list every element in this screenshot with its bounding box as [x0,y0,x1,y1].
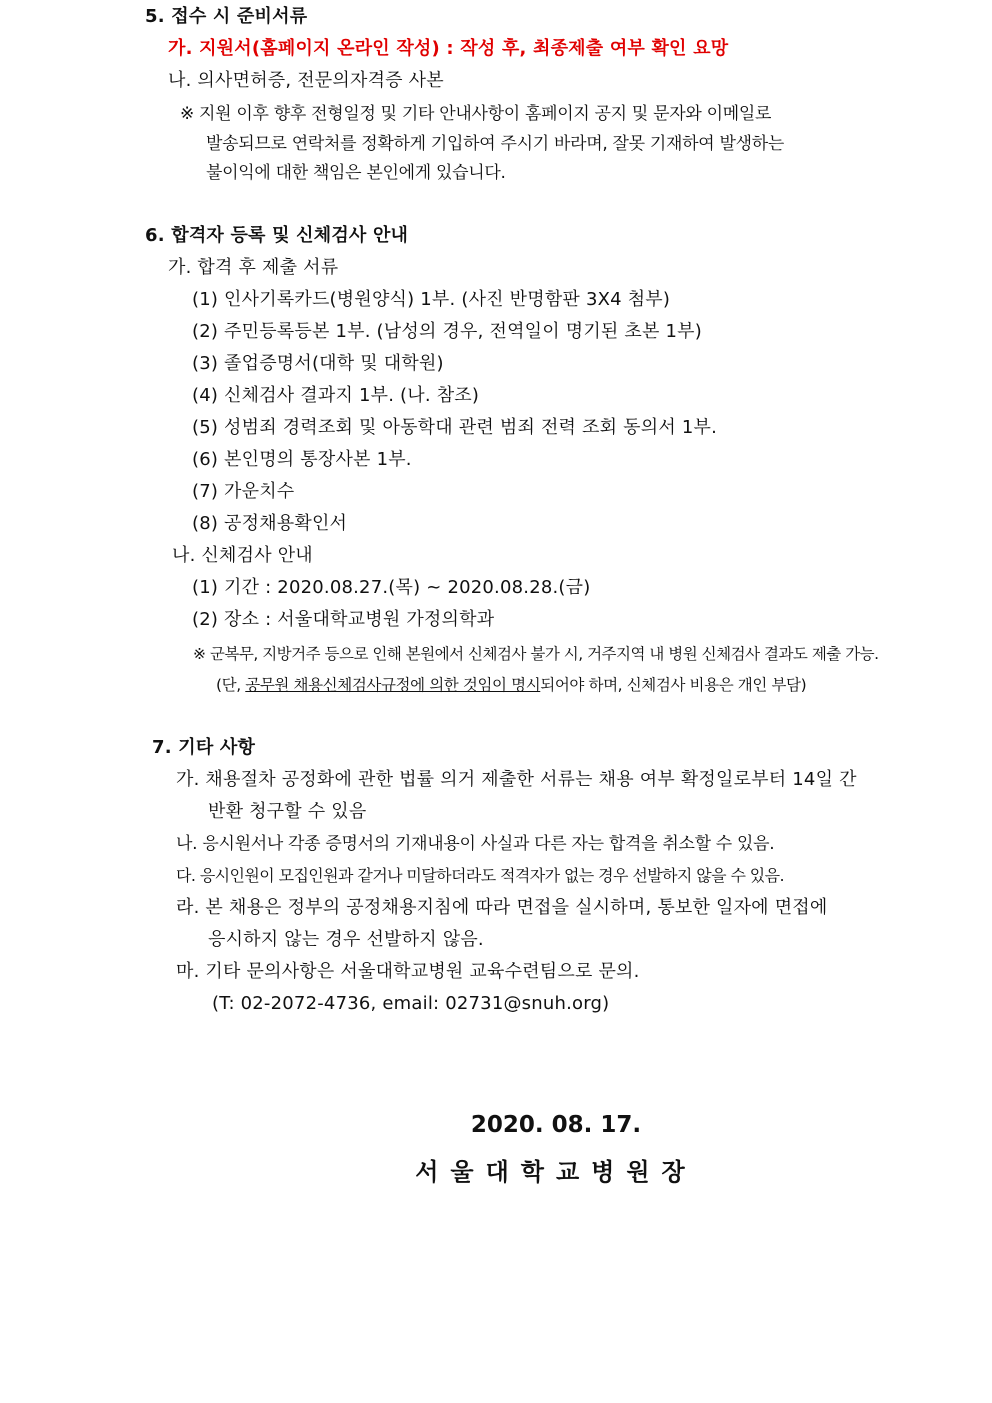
section-6-item-b: 나. 신체검사 안내 [172,545,313,566]
submission-item: (1) 인사기록카드(병원양식) 1부. (사진 반명함판 3X4 첨부) [192,289,671,310]
section-6-note-line1: ※ 군복무, 지방거주 등으로 인해 본원에서 신체검사 불가 시, 거주지역 내 병원 신체검사 결과도 제출 가능. [193,645,879,663]
section-6-note-line2 [216,673,806,697]
submission-item: (6) 본인명의 통장사본 1부. [192,449,412,470]
section-7-item-a-line1: 가. 채용절차 공정화에 관한 법률 의거 제출한 서류는 채용 여부 확정일로부터 14일 간 [176,769,857,790]
section-7-item-b: 나. 응시원서나 각종 증명서의 기재내용이 사실과 다른 자는 합격을 취소할 수 있음. [176,834,775,854]
issuer-signature: 서울대학교병원장 [415,1158,697,1186]
section-5-note-line2: 발송되므로 연락처를 정확하게 기입하여 주시기 바라며, 잘못 기재하여 발생하는 [206,134,784,154]
submission-item: (3) 졸업증명서(대학 및 대학원) [192,353,444,374]
contact-info: (T: 02-2072-4736, email: 02731@snuh.org) [212,993,610,1014]
section-7-item-d-line1: 라. 본 채용은 정부의 공정채용지침에 따라 면접을 실시하며, 통보한 일자에 면접에 [176,897,828,918]
exam-location: (2) 장소 : 서울대학교병원 가정의학과 [192,609,495,630]
submission-item: (7) 가운치수 [192,481,295,502]
section-7-item-e-line1: 마. 기타 문의사항은 서울대학교병원 교육수련팀으로 문의. [176,961,640,982]
section-5-note-line3: 불이익에 대한 책임은 본인에게 있습니다. [206,163,506,183]
submission-item: (8) 공정채용확인서 [192,513,348,534]
note-underlined-text: 공무원 채용신체검사규정에 의한 것임이 명시 [245,676,541,694]
exam-period: (1) 기간 : 2020.08.27.(목) ~ 2020.08.28.(금) [192,577,591,598]
section-7-title: 7. 기타 사항 [152,737,256,758]
submission-item: (4) 신체검사 결과지 1부. (나. 참조) [192,385,480,406]
section-7-item-d-line2: 응시하지 않는 경우 선발하지 않음. [208,929,484,950]
note-suffix: 되어야 하며, 신체검사 비용은 개인 부담) [540,676,807,694]
section-7-item-a-line2: 반환 청구할 수 있음 [208,801,367,822]
section-5-note-line1: ※ 지원 이후 향후 전형일정 및 기타 안내사항이 홈페이지 공지 및 문자와 이메일로 [180,104,772,124]
section-6-title: 6. 합격자 등록 및 신체검사 안내 [145,225,409,246]
section-5-title: 5. 접수 시 준비서류 [145,6,308,27]
note-prefix: (단, [216,676,246,694]
section-5-item-a: 가. 지원서(홈페이지 온라인 작성) : 작성 후, 최종제출 여부 확인 요망 [168,38,729,59]
section-5-item-b: 나. 의사면허증, 전문의자격증 사본 [168,70,444,91]
document-date: 2020. 08. 17. [470,1112,642,1138]
section-7-item-c: 다. 응시인원이 모집인원과 같거나 미달하더라도 적격자가 없는 경우 선발하지 않을 수 있음. [176,866,784,885]
section-6-item-a: 가. 합격 후 제출 서류 [168,257,339,278]
submission-item: (2) 주민등록등본 1부. (남성의 경우, 전역일이 명기된 초본 1부) [192,321,702,342]
submission-item: (5) 성범죄 경력조회 및 아동학대 관련 범죄 전력 조회 동의서 1부. [192,417,717,438]
